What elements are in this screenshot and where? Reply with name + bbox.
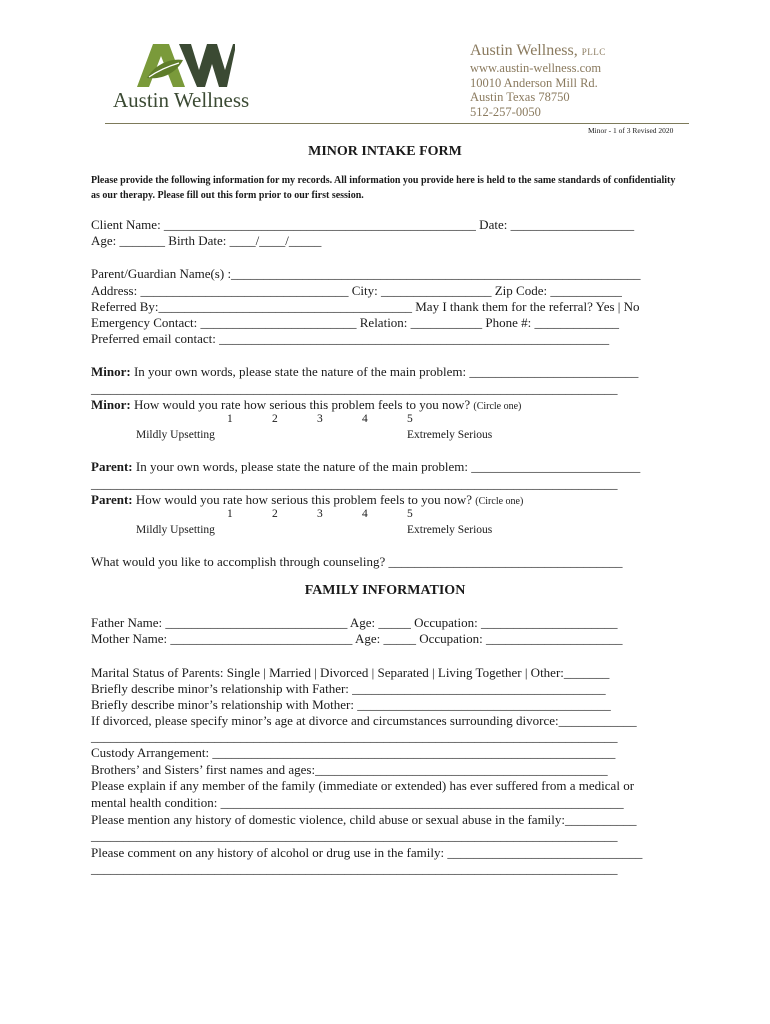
parent-problem-blank-line[interactable]: _________________________________________________________________________________ [91, 476, 618, 491]
client-name-field[interactable]: Client Name: ________________________________________________ Date: ___________________ [91, 217, 635, 232]
emergency-contact-field[interactable]: Emergency Contact: ________________________ Relation: ___________ Phone #: _____________ [91, 315, 620, 330]
minor-label: Minor: [91, 397, 131, 412]
siblings-field[interactable]: Brothers’ and Sisters’ first names and ages:_____________________________________________ [91, 762, 608, 777]
company-city-state: Austin Texas 78750 [470, 90, 570, 104]
parent-scale-3[interactable]: 3 [317, 508, 323, 520]
abuse-history-blank-line[interactable]: _________________________________________________________________________________ [91, 828, 618, 843]
company-info [470, 42, 606, 119]
parent-rating-question [91, 492, 523, 510]
family-info-title: FAMILY INFORMATION [304, 583, 466, 598]
parent-problem-text: In your own words, please state the nature of the main problem: __________________________ [132, 459, 641, 474]
parent-rate-text: How would you rate how serious this problem feels to you now? [132, 492, 476, 507]
revision-note: Minor - 1 of 3 Revised 2020 [588, 126, 674, 135]
leaf-logo-icon [135, 44, 235, 88]
company-phone: 512-257-0050 [470, 104, 541, 119]
parent-scale-5[interactable]: 5 [407, 508, 413, 520]
substance-history-blank-line[interactable]: _________________________________________________________________________________ [91, 861, 618, 876]
abuse-history-field[interactable]: Please mention any history of domestic violence, child abuse or sexual abuse in the family:___________ [91, 812, 637, 827]
medical-history-field[interactable]: mental health condition: ______________________________________________________________ [91, 795, 624, 810]
minor-scale-2[interactable]: 2 [272, 413, 278, 425]
address-field[interactable]: Address: ________________________________ City: _________________ Zip Code: ___________ [91, 283, 622, 298]
substance-history-field[interactable]: Please comment on any history of alcohol or drug use in the family: ______________________________ [91, 845, 643, 860]
minor-label: Minor: [91, 364, 131, 379]
father-relationship-field[interactable]: Briefly describe minor’s relationship with Father: _______________________________________ [91, 681, 606, 696]
counseling-goals-field[interactable]: What would you like to accomplish through counseling? ____________________________________ [91, 554, 623, 569]
parent-scale-1[interactable]: 1 [227, 508, 233, 520]
email-field[interactable]: Preferred email contact: ____________________________________________________________ [91, 331, 610, 346]
header-divider [105, 123, 689, 124]
divorce-details-field[interactable]: If divorced, please specify minor’s age at divorce and circumstances surrounding divorce:____________ [91, 713, 637, 728]
parent-scale-2[interactable]: 2 [272, 508, 278, 520]
parent-label: Parent: [91, 492, 133, 507]
parent-scale-low-label: Mildly Upsetting [136, 524, 215, 536]
mother-relationship-field[interactable]: Briefly describe minor’s relationship with Mother: _______________________________________ [91, 697, 611, 712]
minor-scale-3[interactable]: 3 [317, 413, 323, 425]
company-name-text: Austin Wellness, [470, 42, 578, 59]
parent-scale-4[interactable]: 4 [362, 508, 368, 520]
austin-wellness-logo [113, 44, 263, 114]
mother-info-field[interactable]: Mother Name: ____________________________ Age: _____ Occupation: _____________________ [91, 631, 623, 646]
minor-problem-field[interactable] [91, 364, 638, 380]
company-suffix: PLLC [581, 47, 606, 57]
minor-rate-text: How would you rate how serious this problem feels to you now? [130, 397, 474, 412]
father-info-field[interactable]: Father Name: ____________________________ Age: _____ Occupation: _____________________ [91, 615, 618, 630]
company-name [470, 42, 606, 61]
medical-history-question: Please explain if any member of the family (immediate or extended) has ever suffered from a medical or [91, 778, 635, 793]
divorce-details-blank-line[interactable]: _________________________________________________________________________________ [91, 729, 618, 744]
company-website: www.austin-wellness.com [470, 61, 602, 75]
minor-problem-text: In your own words, please state the nature of the main problem: __________________________ [130, 364, 639, 379]
parent-problem-field[interactable] [91, 459, 640, 475]
circle-one-note: (Circle one) [475, 496, 524, 507]
age-birthdate-field[interactable]: Age: _______ Birth Date: ____/____/_____ [91, 233, 322, 248]
form-intro: Please provide the following information for my records. All information you provide here is held to the same standards of confidentiality as our therapy. Please fill out this form prior to our first session. [91, 175, 676, 201]
minor-scale-high-label: Extremely Serious [407, 429, 493, 441]
referred-by-field[interactable]: Referred By:_______________________________________ May I thank them for the referral? Yes | No [91, 299, 640, 314]
logo-wordmark: Austin Wellness [113, 88, 250, 112]
minor-rating-question [91, 397, 521, 415]
guardian-name-field[interactable]: Parent/Guardian Name(s) :_______________________________________________________________ [91, 266, 641, 281]
minor-scale-1[interactable]: 1 [227, 413, 233, 425]
company-street: 10010 Anderson Mill Rd. [470, 75, 598, 90]
parent-label: Parent: [91, 459, 133, 474]
circle-one-note: (Circle one) [473, 401, 522, 412]
form-title: MINOR INTAKE FORM [308, 144, 462, 159]
marital-status-field[interactable]: Marital Status of Parents: Single | Married | Divorced | Separated | Living Together | Other:_______ [91, 665, 610, 680]
minor-scale-4[interactable]: 4 [362, 413, 368, 425]
minor-scale-low-label: Mildly Upsetting [136, 429, 215, 441]
minor-scale-5[interactable]: 5 [407, 413, 413, 425]
minor-problem-blank-line[interactable]: _________________________________________________________________________________ [91, 381, 618, 396]
custody-field[interactable]: Custody Arrangement: ______________________________________________________________ [91, 745, 616, 760]
parent-scale-high-label: Extremely Serious [407, 524, 493, 536]
